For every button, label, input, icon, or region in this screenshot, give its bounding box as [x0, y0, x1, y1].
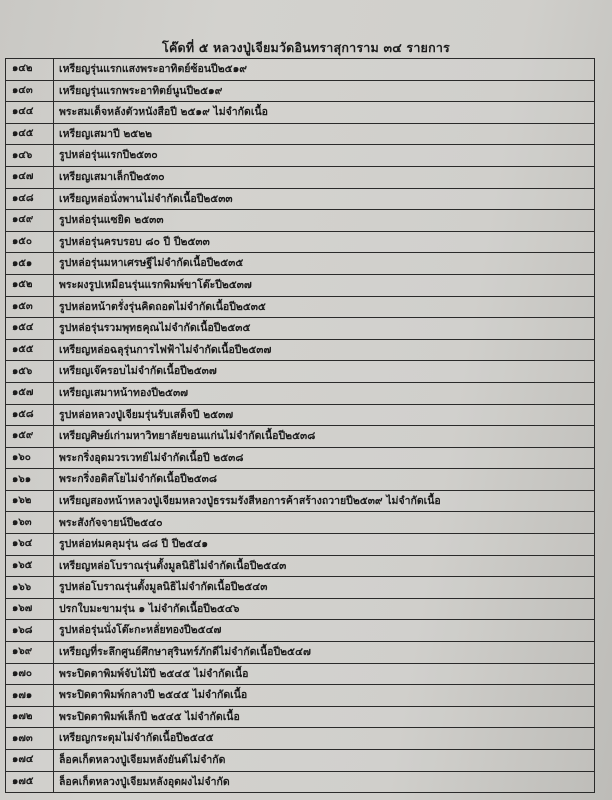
table-row [6, 274, 595, 296]
item-description: พระสมเด็จหลังตัวหนังสือปี ๒๕๑๙ ไม่จำกัดเนื้อ [54, 102, 595, 124]
item-description: รูปหล่อรุ่นนั่งโต๊ะกะหลั่ยทองปี๒๕๔๗ [54, 620, 595, 642]
item-number: ๑๖๒ [6, 490, 54, 512]
table-row [6, 210, 595, 232]
item-number: ๑๗๒ [6, 706, 54, 728]
item-description: รูปหล่อรุ่นแรกปี๒๕๓๐ [54, 145, 595, 167]
item-description: เหรียญหล่อโบราณรุ่นตั้งมูลนิธิไม่จำกัดเนื้อปี๒๕๔๓ [54, 555, 595, 577]
item-description: พระสังกัจจายน์ปี๒๕๔๐ [54, 512, 595, 534]
item-number: ๑๕๙ [6, 426, 54, 448]
item-number: ๑๗๐ [6, 663, 54, 685]
table-row [6, 663, 595, 685]
page-title: โค๊ดที่ ๕ หลวงปู่เจียมวัดอินทราสุการาม ๓๔ รายการ [162, 40, 450, 55]
table-row [6, 145, 595, 167]
table-row [6, 750, 595, 772]
item-number: ๑๗๓ [6, 728, 54, 750]
item-number: ๑๖๙ [6, 642, 54, 664]
table-row [6, 685, 595, 707]
item-number: ๑๕๖ [6, 361, 54, 383]
item-number: ๑๖๗ [6, 598, 54, 620]
item-description: ปรกใบมะขามรุ่น ๑ ไม่จำกัดเนื้อปี๒๕๔๖ [54, 598, 595, 620]
item-number: ๑๔๔ [6, 102, 54, 124]
item-number: ๑๖๔ [6, 534, 54, 556]
item-description: รูปหล่อรุ่นมหาเศรษฐีไม่จำกัดเนื้อปี๒๕๓๕ [54, 253, 595, 275]
table-row [6, 123, 595, 145]
item-description: ล็อคเก็ตหลวงปู่เจียมหลังอุดผงไม่จำกัด [54, 771, 595, 793]
amulet-list-table [5, 58, 595, 793]
item-description: พระปิดตาพิมพ์กลางปี ๒๕๔๕ ไม่จำกัดเนื้อ [54, 685, 595, 707]
table-row [6, 231, 595, 253]
item-number: ๑๕๘ [6, 404, 54, 426]
item-number: ๑๗๑ [6, 685, 54, 707]
item-number: ๑๕๒ [6, 274, 54, 296]
item-number: ๑๔๗ [6, 166, 54, 188]
item-number: ๑๗๕ [6, 771, 54, 793]
table-row [6, 469, 595, 491]
item-description: รูปหล่อหน้าตรั่งรุ่นคิดถอดไม่จำกัดเนื้อปี๒๕๓๕ [54, 296, 595, 318]
table-row [6, 728, 595, 750]
table-row [6, 318, 595, 340]
table-row [6, 490, 595, 512]
item-number: ๑๖๕ [6, 555, 54, 577]
item-description: เหรียญหล่อนั่งพานไม่จำกัดเนื้อปี๒๕๓๓ [54, 188, 595, 210]
item-number: ๑๕๔ [6, 318, 54, 340]
item-number: ๑๗๔ [6, 750, 54, 772]
table-row [6, 447, 595, 469]
item-number: ๑๖๓ [6, 512, 54, 534]
table-row [6, 102, 595, 124]
table-row [6, 166, 595, 188]
item-description: เหรียญรุ่นแรกแสงพระอาทิตย์ซ้อนปี๒๕๑๙ [54, 59, 595, 81]
table-row [6, 361, 595, 383]
item-description: พระกริ่งอุดมวรเวทย์ไม่จำกัดเนื้อปี ๒๕๓๘ [54, 447, 595, 469]
item-description: เหรียญศิษย์เก่ามหาวิทยาลัยขอนแก่นไม่จำกัดเนื้อปี๒๕๓๘ [54, 426, 595, 448]
item-number: ๑๖๘ [6, 620, 54, 642]
item-description: รูปหล่อโบราณรุ่นตั้งมูลนิธิไม่จำกัดเนื้อปี๒๕๔๓ [54, 577, 595, 599]
item-description: ล็อคเก็ตหลวงปู่เจียมหลังยันต์ไม่จำกัด [54, 750, 595, 772]
item-number: ๑๔๘ [6, 188, 54, 210]
table-row [6, 382, 595, 404]
table-row [6, 188, 595, 210]
item-description: เหรียญเสมาหน้าทองปี๒๕๓๗ [54, 382, 595, 404]
item-number: ๑๕๓ [6, 296, 54, 318]
table-row [6, 642, 595, 664]
item-description: เหรียญเจ๊ครอบไม่จำกัดเนื้อปี๒๕๓๗ [54, 361, 595, 383]
table-row [6, 253, 595, 275]
table-row [6, 577, 595, 599]
item-number: ๑๖๐ [6, 447, 54, 469]
item-number: ๑๔๒ [6, 59, 54, 81]
table-row [6, 555, 595, 577]
item-number: ๑๔๖ [6, 145, 54, 167]
item-number: ๑๔๙ [6, 210, 54, 232]
table-row [6, 534, 595, 556]
item-description: รูปหล่อหลวงปู่เจียมรุ่นรับเสด็จปี ๒๕๓๗ [54, 404, 595, 426]
table-row [6, 404, 595, 426]
item-description: พระผงรูปเหมือนรุ่นแรกพิมพ์ขาโต๊ะปี๒๕๓๗ [54, 274, 595, 296]
item-description: เหรียญรุ่นแรกพระอาทิตย์นูนปี๒๕๑๙ [54, 80, 595, 102]
item-number: ๑๕๑ [6, 253, 54, 275]
item-description: พระปิดตาพิมพ์จับไม้ปี ๒๕๔๕ ไม่จำกัดเนื้อ [54, 663, 595, 685]
item-number: ๑๖๖ [6, 577, 54, 599]
table-row [6, 706, 595, 728]
item-description: เหรียญสองหน้าหลวงปู่เจียมหลวงปู่ธรรมรังสีหอการค้าสร้างถวายปี๒๕๓๙ ไม่จำกัดเนื้อ [54, 490, 595, 512]
item-description: รูปหล่อรุ่นรวมพุทธคุณไม่จำกัดเนื้อปี๒๕๓๕ [54, 318, 595, 340]
table-row [6, 620, 595, 642]
item-description: เหรียญที่ระลึกศูนย์ศึกษาสุรินทร์ภักดีไม่จำกัดเนื้อปี๒๕๔๗ [54, 642, 595, 664]
table-row [6, 59, 595, 81]
item-number: ๑๖๑ [6, 469, 54, 491]
item-description: รูปหล่อรุ่นครบรอบ ๘๐ ปี ปี๒๕๓๓ [54, 231, 595, 253]
table-row [6, 512, 595, 534]
item-description: รูปหล่อรุ่นแซยิด ๒๕๓๓ [54, 210, 595, 232]
item-number: ๑๔๓ [6, 80, 54, 102]
item-number: ๑๕๗ [6, 382, 54, 404]
table-row [6, 80, 595, 102]
table-row [6, 598, 595, 620]
item-number: ๑๕๕ [6, 339, 54, 361]
item-description: พระปิดตาพิมพ์เล็กปี ๒๕๔๕ ไม่จำกัดเนื้อ [54, 706, 595, 728]
item-number: ๑๕๐ [6, 231, 54, 253]
item-description: เหรียญเสมาเล็กปี๒๕๓๐ [54, 166, 595, 188]
table-row [6, 339, 595, 361]
item-description: พระกริ่งอติสโยไม่จำกัดเนื้อปี๒๕๓๘ [54, 469, 595, 491]
item-description: เหรียญเสมาปี ๒๕๒๒ [54, 123, 595, 145]
item-description: เหรียญกระดุมไม่จำกัดเนื้อปี๒๕๔๕ [54, 728, 595, 750]
item-description: รูปหล่อห่มคลุมรุ่น ๘๘ ปี ปี๒๕๔๑ [54, 534, 595, 556]
table-row [6, 771, 595, 793]
item-number: ๑๔๕ [6, 123, 54, 145]
item-description: เหรียญหล่อฉลุรุ่นการไฟฟ้าไม่จำกัดเนื้อปี๒๕๓๗ [54, 339, 595, 361]
amulet-list-body [6, 59, 595, 793]
table-row [6, 426, 595, 448]
table-row [6, 296, 595, 318]
